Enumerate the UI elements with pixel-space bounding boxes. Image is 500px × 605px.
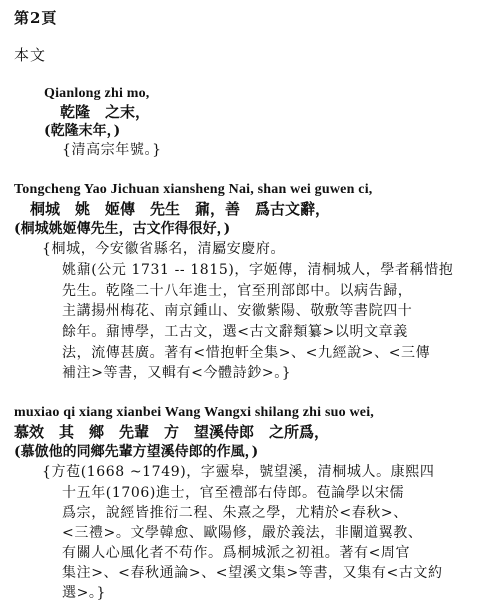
page-number-header: 第2頁	[14, 9, 58, 27]
section-title: 本文	[14, 46, 47, 64]
stanza-1-pinyin: Qianlong zhi mo,	[44, 86, 150, 101]
stanza-2-note-line: {桐城，今安徽省縣名，清屬安慶府。	[42, 241, 286, 257]
stanza-2-note-line: 先生。乾隆二十八年進士，官至刑部郎中。以病告歸，	[62, 283, 413, 299]
stanza-2-note-line: 法，流傳甚廣。著有<惜抱軒全集>、<九經說>、<三傳	[62, 345, 431, 361]
stanza-2-note-line: 主講揚州梅花、南京鍾山、安徽紫陽、敬敷等書院四十	[62, 303, 413, 319]
stanza-3-note-line: 爲宗，說經皆推衍二程、朱熹之學，尤精於<春秋>、	[62, 505, 408, 521]
stanza-2-note-line: 補注>等書，又輯有<今體詩鈔>。}	[62, 365, 292, 381]
stanza-3-note-line: {方苞(1668 ~1749)，字靈皋，號望溪，清桐城人。康熙四	[42, 464, 435, 480]
stanza-3-note-line: 有關人心風化者不苟作。爲桐城派之初祖。著有<周官	[62, 545, 411, 561]
stanza-3-note-line: 十五年(1706)進士，官至禮部右侍郎。苞論學以宋儒	[62, 485, 405, 501]
stanza-1-original: 乾隆 之末，	[60, 103, 151, 121]
stanza-3-note-line: <三禮>。文學韓愈、歐陽修，嚴於義法，非闡道翼教、	[62, 525, 423, 541]
stanza-1-translation: (乾隆末年，)	[44, 123, 121, 139]
stanza-2-note-line: 姚鼐(公元 1731 -- 1815)，字姬傳，清桐城人，學者稱惜抱	[62, 262, 454, 278]
stanza-3-pinyin: muxiao qi xiang xianbei Wang Wangxi shilang zhi suo wei,	[14, 405, 375, 420]
stanza-2-original: 桐城 姚 姬傳 先生 鼐，善 爲古文辭，	[30, 200, 331, 218]
stanza-3-translation: (慕倣他的同鄉先輩方望溪侍郎的作風，)	[14, 444, 259, 460]
stanza-2-pinyin: Tongcheng Yao Jichuan xiansheng Nai, shan wei guwen ci,	[14, 182, 373, 197]
stanza-3-note-line: 集注>、<春秋通論>、<望溪文集>等書，又集有<古文約	[62, 565, 443, 581]
stanza-1-note-line: {清高宗年號。}	[62, 142, 162, 158]
stanza-2-translation: (桐城姚姬傳先生，古文作得很好，)	[14, 221, 231, 237]
stanza-3-note-line: 選>。}	[62, 585, 107, 601]
stanza-3-original: 慕效 其 鄉 先輩 方 望溪侍郎 之所爲，	[14, 423, 330, 441]
stanza-2-note-line: 餘年。鼐博學，工古文，選<古文辭類纂>以明文章義	[62, 324, 408, 340]
